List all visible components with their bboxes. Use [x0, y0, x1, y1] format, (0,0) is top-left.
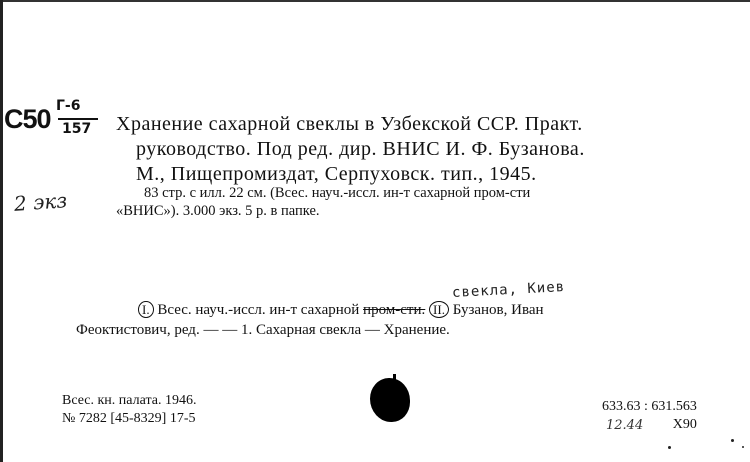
tracing-mark-ii: II.: [429, 301, 449, 318]
udc-line: 633.63 : 631.563: [602, 399, 697, 414]
tracing-struck-text: пром-сти.: [363, 302, 426, 318]
tracing-mark-i: I.: [138, 301, 154, 318]
tracing-block: [76, 300, 736, 340]
tracing-part1: Всес. науч.-иссл. ин-т сахарной: [157, 302, 360, 318]
shelf-code-top: Г-6: [56, 98, 81, 114]
title-line: руководство. Под ред. дир. ВНИС И. Ф. Бузанова.: [136, 138, 585, 160]
shelf-code-bottom: 157: [62, 121, 92, 137]
ink-speck: [668, 446, 671, 449]
handwritten-subject-note: свекла, Киев: [451, 279, 566, 301]
tracing-part2: Бузанов, Иван: [452, 302, 544, 318]
udc-line: X90: [672, 417, 697, 432]
tracing-line: [76, 300, 736, 320]
tracing-line: Феоктистович, ред. — — 1. Сахарная свекла — Хранение.: [76, 322, 450, 338]
title-line: Хранение сахарной свеклы в Узбекской ССР. Практ.: [116, 113, 583, 135]
shelf-code-divider: [58, 118, 98, 120]
publisher-block: [62, 392, 196, 428]
ink-speck: [742, 446, 744, 448]
card-left-edge: [0, 0, 3, 462]
collation-line: «ВНИС»). 3.000 экз. 5 р. в папке.: [116, 203, 320, 219]
collation-block: [116, 184, 738, 220]
ink-blot: [370, 378, 410, 422]
ink-speck: [731, 439, 734, 442]
collation-line: 83 стр. с илл. 22 см. (Всес. науч.-иссл. ин-т сахарной пром-сти: [144, 185, 531, 201]
publisher-line: Всес. кн. палата. 1946.: [62, 393, 197, 408]
handwritten-copies-note: 2 экз: [13, 188, 68, 216]
handwritten-bottom-note: 12.44: [606, 418, 644, 433]
publisher-line: № 7282 [45-8329] 17-5: [62, 411, 196, 426]
card-top-edge: [0, 0, 750, 2]
title-line: М., Пищепромиздат, Серпуховск. тип., 1945.: [136, 163, 537, 185]
title-block: [116, 112, 736, 187]
shelf-mark: С50: [4, 104, 51, 134]
